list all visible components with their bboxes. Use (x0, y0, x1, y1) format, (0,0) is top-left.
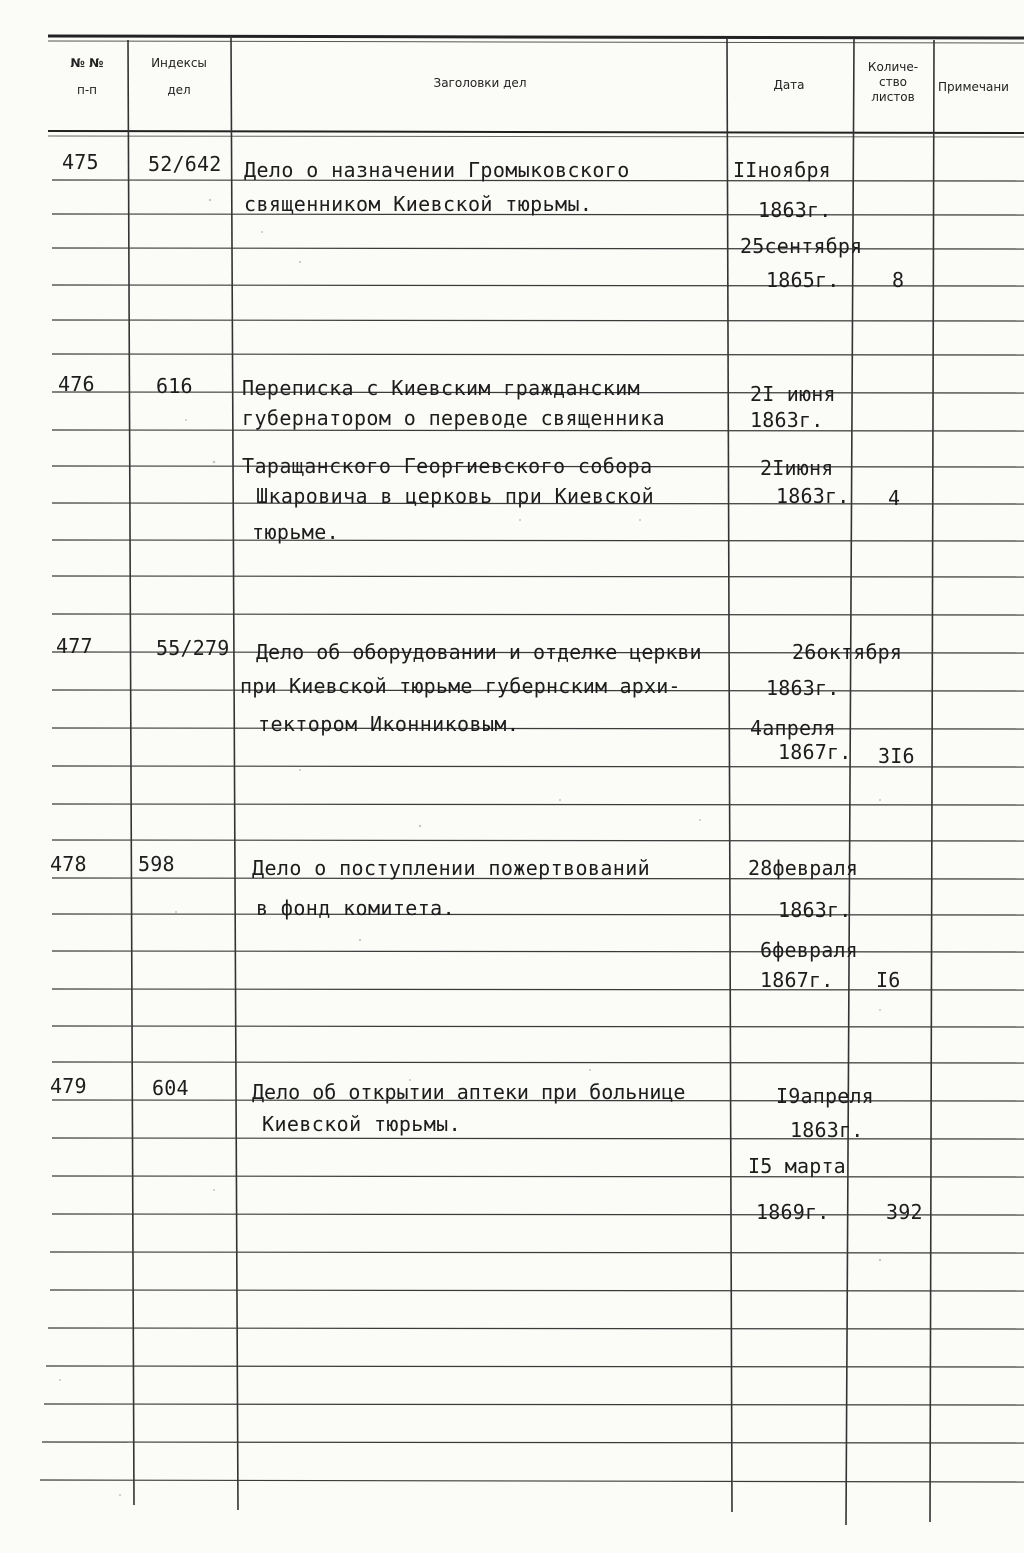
header-notes: Примечани (938, 80, 1009, 94)
record-sheets-count: I6 (876, 968, 901, 992)
record-date-end-year: 1865г. (766, 268, 840, 292)
record-title-line: Дело об оборудовании и отделке церкви (256, 640, 702, 664)
record-date-start-year: 1863г. (778, 898, 852, 922)
record-title-line: Дело о назначении Громыковского (244, 158, 630, 182)
record-date-start-day: IIноября (733, 158, 831, 182)
record-date-end-year: 1863г. (776, 484, 850, 508)
record-date-end-day: 25сентября (740, 234, 863, 258)
record-number: 478 (50, 852, 87, 876)
record-sheets-count: 8 (892, 268, 905, 292)
record-index: 616 (156, 374, 193, 398)
header-date: Дата (773, 78, 805, 92)
record-date-start-day: 2I июня (750, 382, 836, 406)
record-title-line: при Киевской тюрьме губернским архи- (240, 674, 681, 698)
record-number: 475 (62, 150, 99, 174)
header-number (52, 56, 122, 98)
record-date-start-day: 28февраля (748, 856, 859, 880)
record-title-line: тюрьме. (252, 520, 340, 544)
record-date-start-year: 1863г. (750, 408, 824, 432)
record-title-line: Киевской тюрьмы. (262, 1112, 462, 1136)
record-sheets-count: 392 (886, 1200, 923, 1224)
header-sheets-line3: листов (871, 90, 915, 104)
record-date-start-day: I9апреля (776, 1084, 874, 1108)
header-sheets-line2: ство (878, 75, 907, 89)
header-number-line2: п-п (76, 83, 98, 97)
record-date-end-day: 2Iиюня (760, 456, 834, 480)
record-date-end-year: 1867г. (760, 968, 834, 992)
header-sheets (855, 60, 931, 105)
record-title-line: губернатором о переводе священника (242, 406, 665, 430)
record-number: 476 (58, 372, 95, 396)
header-titles: Заголовки дел (433, 76, 527, 90)
record-title-line: в фонд комитета. (256, 896, 456, 920)
record-date-end-day: 6февраля (760, 938, 858, 962)
record-title-line: Дело об открытии аптеки при больнице (252, 1080, 686, 1104)
record-number: 477 (56, 634, 93, 658)
record-date-end-day: 4апреля (750, 716, 836, 740)
header-index-line1: Индексы (151, 56, 207, 70)
record-title-line: священником Киевской тюрьмы. (244, 192, 593, 216)
record-sheets-count: 3I6 (878, 744, 915, 768)
record-date-start-year: 1863г. (766, 676, 840, 700)
record-date-end-year: 1869г. (756, 1200, 830, 1224)
record-date-start-day: 26октября (792, 640, 903, 664)
record-number: 479 (50, 1074, 87, 1098)
record-index: 52/642 (148, 152, 222, 176)
record-sheets-count: 4 (888, 486, 901, 510)
header-number-line1: № № (70, 56, 104, 70)
record-date-start-year: 1863г. (758, 198, 832, 222)
record-title-line: тектором Иконниковым. (258, 712, 520, 736)
record-index: 598 (138, 852, 175, 876)
record-date-end-day: I5 марта (748, 1154, 846, 1178)
record-date-end-year: 1867г. (778, 740, 852, 764)
header-index (134, 56, 224, 98)
record-date-start-year: 1863г. (790, 1118, 864, 1142)
record-title-line: Шкаровича в церковь при Киевской (256, 484, 655, 508)
record-title-line: Переписка с Киевским гражданским (242, 376, 641, 400)
record-title-line: Дело о поступлении пожертвований (252, 856, 651, 880)
header-sheets-line1: Количе- (867, 60, 919, 74)
header-index-line2: дел (167, 83, 191, 97)
record-title-line: Таращанского Георгиевского собора (242, 454, 653, 478)
record-index: 604 (152, 1076, 189, 1100)
record-index: 55/279 (156, 636, 230, 660)
